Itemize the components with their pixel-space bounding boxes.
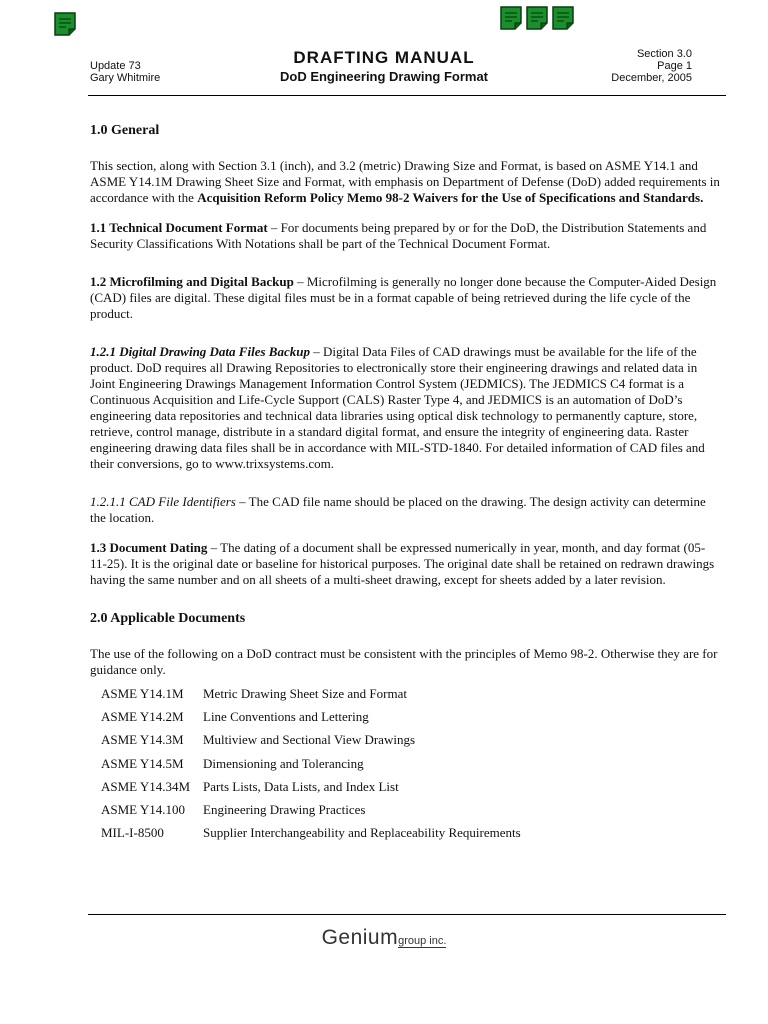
section-number: Section 3.0 [636, 48, 692, 60]
author-name: Gary Whitmire [90, 72, 161, 84]
document-icon[interactable] [500, 6, 522, 30]
list-item [90, 752, 720, 775]
document-code: ASME Y14.3M [101, 732, 184, 748]
document-title: Metric Drawing Sheet Size and Format [203, 685, 407, 701]
applicable-documents-list [90, 682, 720, 845]
list-item [90, 798, 720, 821]
paragraph: The use of the following on a DoD contract must be consistent with the principles of Memo 98-2. Otherwise they are for guidance only. [90, 646, 718, 677]
footer-rule [88, 914, 726, 915]
update-label: Update 73 [90, 60, 141, 72]
list-item [90, 729, 720, 752]
paragraph: 1.1 Technical Document Format – For documents being prepared by or for the DoD, the Distribution Statements and Security Classifications With Notations shall be part of the Technical Document Format. [90, 220, 707, 251]
paragraph: 1.2.1.1 CAD File Identifiers – The CAD file name should be placed on the drawing. The design activity can determine the location. [90, 494, 706, 525]
list-item [90, 822, 720, 845]
document-code: ASME Y14.1M [101, 685, 184, 701]
logo-text: Genium [321, 926, 399, 949]
document-code: MIL-I-8500 [101, 825, 164, 841]
document-title: Line Conventions and Lettering [203, 708, 369, 724]
document-title: Parts Lists, Data Lists, and Index List [203, 778, 399, 794]
header-rule [88, 95, 726, 96]
subsection-heading: 1.2.1.1 CAD File Identifiers [90, 494, 236, 509]
paragraph: 1.2 Microfilming and Digital Backup – Microfilming is generally no longer done because the Computer-Aided Design (CAD) files are digital. These digital files must be in a format capable of being retrieved during the life cycle of the product. [90, 274, 717, 321]
document-icon[interactable] [526, 6, 548, 30]
page-title: DRAFTING MANUAL [293, 48, 475, 67]
paragraph: 1.3 Document Dating – The dating of a document shall be expressed numerically in year, month, and day format (05-11-25). It is the original date or baseline for historical purposes. The original date shall be retained on redrawn drawings having the same number and on all sheets of a multi-sheet drawing, except for sheets added by a later revision. [90, 540, 715, 587]
logo-subtext: group inc. [398, 935, 447, 947]
list-item [90, 775, 720, 798]
document-icon[interactable] [552, 6, 574, 30]
document-body [90, 122, 720, 845]
document-code: ASME Y14.34M [101, 778, 191, 794]
page-date: December, 2005 [611, 72, 692, 84]
page-subtitle: DoD Engineering Drawing Format [279, 69, 488, 84]
subsection-heading: 1.3 Document Dating [90, 540, 208, 555]
section-heading: 2.0 Applicable Documents [90, 611, 246, 626]
document-title: Engineering Drawing Practices [203, 802, 366, 818]
subsection-heading: 1.1 Technical Document Format [90, 220, 268, 235]
list-item [90, 705, 720, 728]
paragraph: 1.2.1 Digital Drawing Data Files Backup – Digital Data Files of CAD drawings must be available for the life of the product. DoD requires all Drawing Repositories to electronically store their engineering drawings and related data in Joint Engineering Drawings Management Information Control System (JEDMICS). The JEDMICS C4 format is a Continuous Acquisition and Life-Cycle Support (CALS) Raster Type 4, and JEDMICS is an automation of DoD’s engineering data repositories and technical data libraries using optical disk technology to permanently capture, store, retrieve, control manage, distribute in a standard digital format, and ensure the integrity of engineering data. Raster engineering drawing data files shall be in accordance with MIL-STD-1840. For detailed information of CAD files and their conversions, go to www.trixsystems.com. [90, 344, 705, 471]
subsection-heading: 1.2.1 Digital Drawing Data Files Backup [90, 344, 310, 359]
company-logo [0, 926, 768, 950]
paragraph: This section, along with Section 3.1 (inch), and 3.2 (metric) Drawing Size and Format, is based on ASME Y14.1 and ASME Y14.1M Drawing Sheet Size and Format, with emphasis on Department of Defense (DoD) added requirements in accordance with the Acquisition Reform Policy Memo 98-2 Waivers for the Use of Specifications and Standards. [90, 158, 720, 205]
document-title: Dimensioning and Tolerancing [203, 755, 364, 771]
document-code: ASME Y14.100 [101, 802, 186, 818]
document-code: ASME Y14.5M [101, 755, 184, 771]
document-title: Supplier Interchangeability and Replaceability Requirements [203, 825, 521, 841]
document-code: ASME Y14.2M [101, 708, 184, 724]
list-item [90, 682, 720, 705]
page-number: Page 1 [657, 60, 692, 72]
document-icon[interactable] [54, 12, 76, 36]
subsection-heading: 1.2 Microfilming and Digital Backup [90, 274, 294, 289]
section-heading: 1.0 General [90, 123, 160, 138]
document-title: Multiview and Sectional View Drawings [203, 732, 415, 748]
header-right [611, 48, 692, 84]
